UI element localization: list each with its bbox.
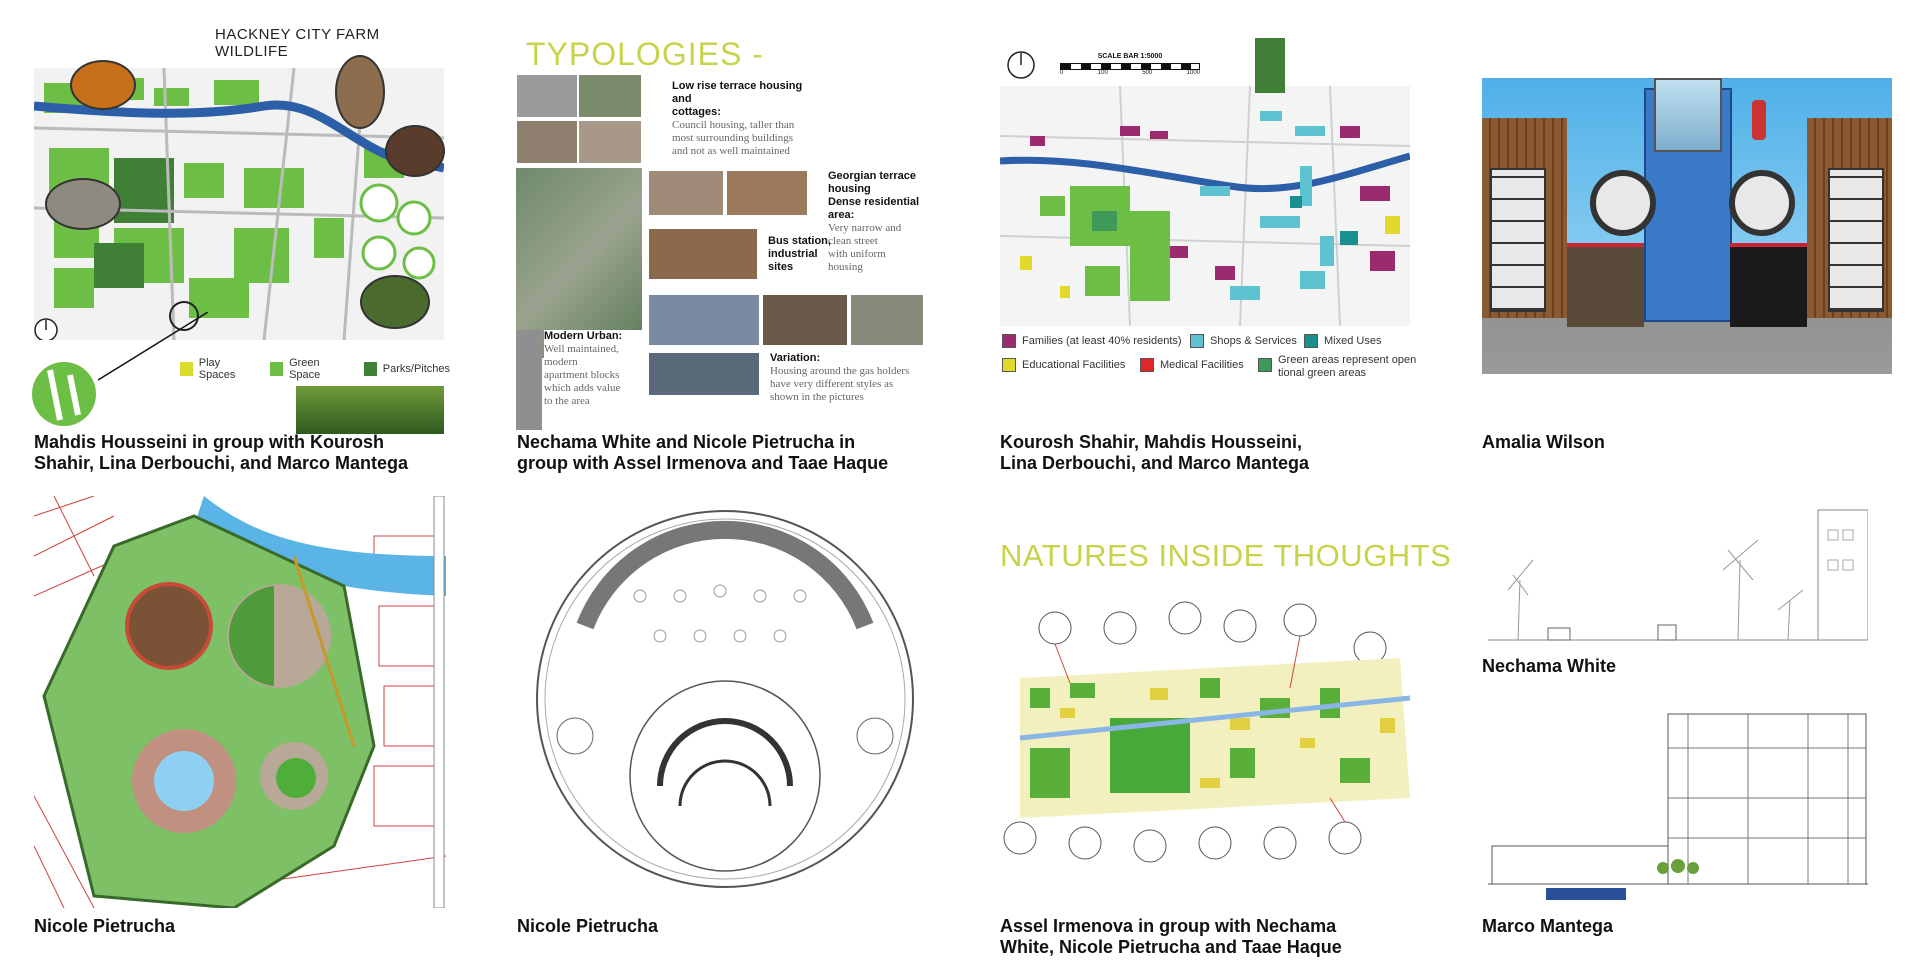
scale-tick: 0 xyxy=(1060,70,1064,76)
section-sketch-image xyxy=(1488,500,1868,650)
natures-title: NATURES INSIDE THOUGHTS xyxy=(1000,538,1452,573)
duck-photo xyxy=(335,55,385,129)
person-figure xyxy=(1752,100,1766,140)
zoom-detail-icon xyxy=(30,360,100,430)
legend-swatch-green xyxy=(270,362,283,376)
legend-item xyxy=(1140,358,1244,372)
typology-photo xyxy=(850,294,924,346)
typology-photo xyxy=(578,74,642,118)
legend-swatch xyxy=(1002,334,1016,348)
typology-photo xyxy=(648,294,760,346)
legend-item xyxy=(1002,358,1125,372)
typology-heading: Bus station, industrial sites xyxy=(768,235,831,273)
typology-block-1 xyxy=(672,80,822,158)
typology-photo xyxy=(648,228,758,280)
window-right xyxy=(1828,168,1884,312)
kiosk-left xyxy=(1567,243,1644,327)
typology-body: Council housing, taller than most surrounding buildings and not as well maintained xyxy=(672,119,795,157)
bird-photo xyxy=(385,125,445,177)
legend-swatch xyxy=(1258,358,1272,372)
legend-swatch-parks xyxy=(364,362,377,376)
typology-photo xyxy=(516,330,542,430)
legend-label: Shops & Services xyxy=(1210,335,1297,347)
legend-label-green: Green Space xyxy=(289,357,321,381)
typology-photo xyxy=(648,170,724,216)
panel-site-plan[interactable] xyxy=(34,496,446,908)
legend-label: Mixed Uses xyxy=(1324,335,1382,347)
caption-panel-9: Marco Mantega xyxy=(1482,916,1614,936)
porthole-left xyxy=(1590,170,1656,236)
panel-typologies[interactable] xyxy=(514,30,934,420)
typology-heading: Variation: xyxy=(770,352,821,364)
caption-panel-6: Nicole Pietrucha xyxy=(517,916,659,936)
site-plan-image xyxy=(34,496,446,908)
caption-panel-5: Nicole Pietrucha xyxy=(34,916,176,936)
caption-panel-2: Nechama White and Nicole Pietrucha in group with Assel Irmenova and Taae Haque xyxy=(517,432,889,473)
legend-swatch xyxy=(1002,358,1016,372)
wildlife-title: HACKNEY CITY FARM WILDLIFE xyxy=(215,26,380,60)
typology-photo xyxy=(726,170,808,216)
gull-photo xyxy=(360,275,430,329)
legend-swatch xyxy=(1190,334,1204,348)
typology-photo xyxy=(762,294,848,346)
glass-top xyxy=(1654,78,1722,152)
goose-photo xyxy=(45,178,121,230)
frog-photo xyxy=(70,60,136,110)
legend-swatch xyxy=(1304,334,1318,348)
typology-photo xyxy=(516,74,578,118)
caption-panel-4: Amalia Wilson xyxy=(1482,432,1605,452)
panel-natures-inside-thoughts[interactable] xyxy=(1000,538,1452,868)
panel-circular-plan[interactable] xyxy=(530,506,920,892)
caption-panel-7: Assel Irmenova in group with Nechama White, Nicole Pietrucha and Taae Haque xyxy=(1000,916,1342,957)
land-use-map-image xyxy=(1000,36,1410,326)
caption-panel-3: Kourosh Shahir, Mahdis Housseini, Lina Derbouchi, and Marco Mantega xyxy=(1000,432,1310,473)
circular-plan-image xyxy=(530,506,920,892)
legend-swatch-play xyxy=(180,362,193,376)
panel-elevation-drawing[interactable] xyxy=(1488,708,1868,904)
typologies-title: TYPOLOGIES - xyxy=(526,36,764,72)
legend-swatch xyxy=(1140,358,1154,372)
land-use-legend xyxy=(1000,334,1420,394)
legend-label-parks: Parks/Pitches xyxy=(382,363,451,375)
natures-map-image xyxy=(1000,598,1415,863)
typology-block-3 xyxy=(768,235,838,274)
typology-body: Housing around the gas holders have very different styles as shown in the pictures xyxy=(770,365,910,403)
legend-item xyxy=(1304,334,1381,348)
typology-heading: Modern Urban: xyxy=(544,330,623,342)
porthole-right xyxy=(1729,170,1795,236)
legend-item xyxy=(1258,354,1416,380)
panel-section-sketch[interactable] xyxy=(1488,500,1868,650)
typology-body: Well maintained, modern apartment blocks which adds value to the area xyxy=(544,343,621,407)
scale-tick: 1000 xyxy=(1186,70,1200,76)
typology-photo xyxy=(648,352,760,396)
typology-heading: Georgian terrace housing Dense residential area: xyxy=(828,170,920,221)
legend-label: Families (at least 40% residents) xyxy=(1022,335,1182,347)
legend-label: Medical Facilities xyxy=(1160,359,1244,371)
typology-block-4 xyxy=(544,330,644,408)
panel-land-use-map[interactable] xyxy=(1000,36,1420,396)
caption-panel-1: Mahdis Housseini in group with Kourosh Shahir, Lina Derbouchi, and Marco Mantega xyxy=(34,432,409,473)
legend-label: Educational Facilities xyxy=(1022,359,1126,371)
elevation-drawing-image xyxy=(1488,708,1868,904)
typology-photo xyxy=(516,120,578,164)
legend-label-play: Play Spaces xyxy=(198,357,236,381)
legend-item xyxy=(1190,334,1297,348)
caption-panel-8: Nechama White xyxy=(1482,656,1617,676)
wildlife-legend xyxy=(180,357,450,381)
typology-body: Very narrow and clean street with uniform housing xyxy=(828,222,902,273)
park-photo xyxy=(296,386,444,434)
kiosk-right xyxy=(1730,243,1807,327)
scale-label: SCALE BAR 1:5000 xyxy=(1097,53,1163,60)
typology-block-5 xyxy=(770,352,940,404)
panel-container-facade[interactable] xyxy=(1482,78,1892,374)
panel-wildlife-map[interactable] xyxy=(30,20,450,440)
legend-label: Green areas represent open tional green areas xyxy=(1278,354,1417,379)
typology-photo xyxy=(578,120,642,164)
legend-item xyxy=(1002,334,1182,348)
typology-block-2 xyxy=(828,170,928,274)
window-left xyxy=(1490,168,1546,312)
typology-heading: Low rise terrace housing and cottages: xyxy=(672,80,803,118)
scale-tick: 500 xyxy=(1142,70,1153,76)
scale-tick: 100 xyxy=(1097,70,1108,76)
